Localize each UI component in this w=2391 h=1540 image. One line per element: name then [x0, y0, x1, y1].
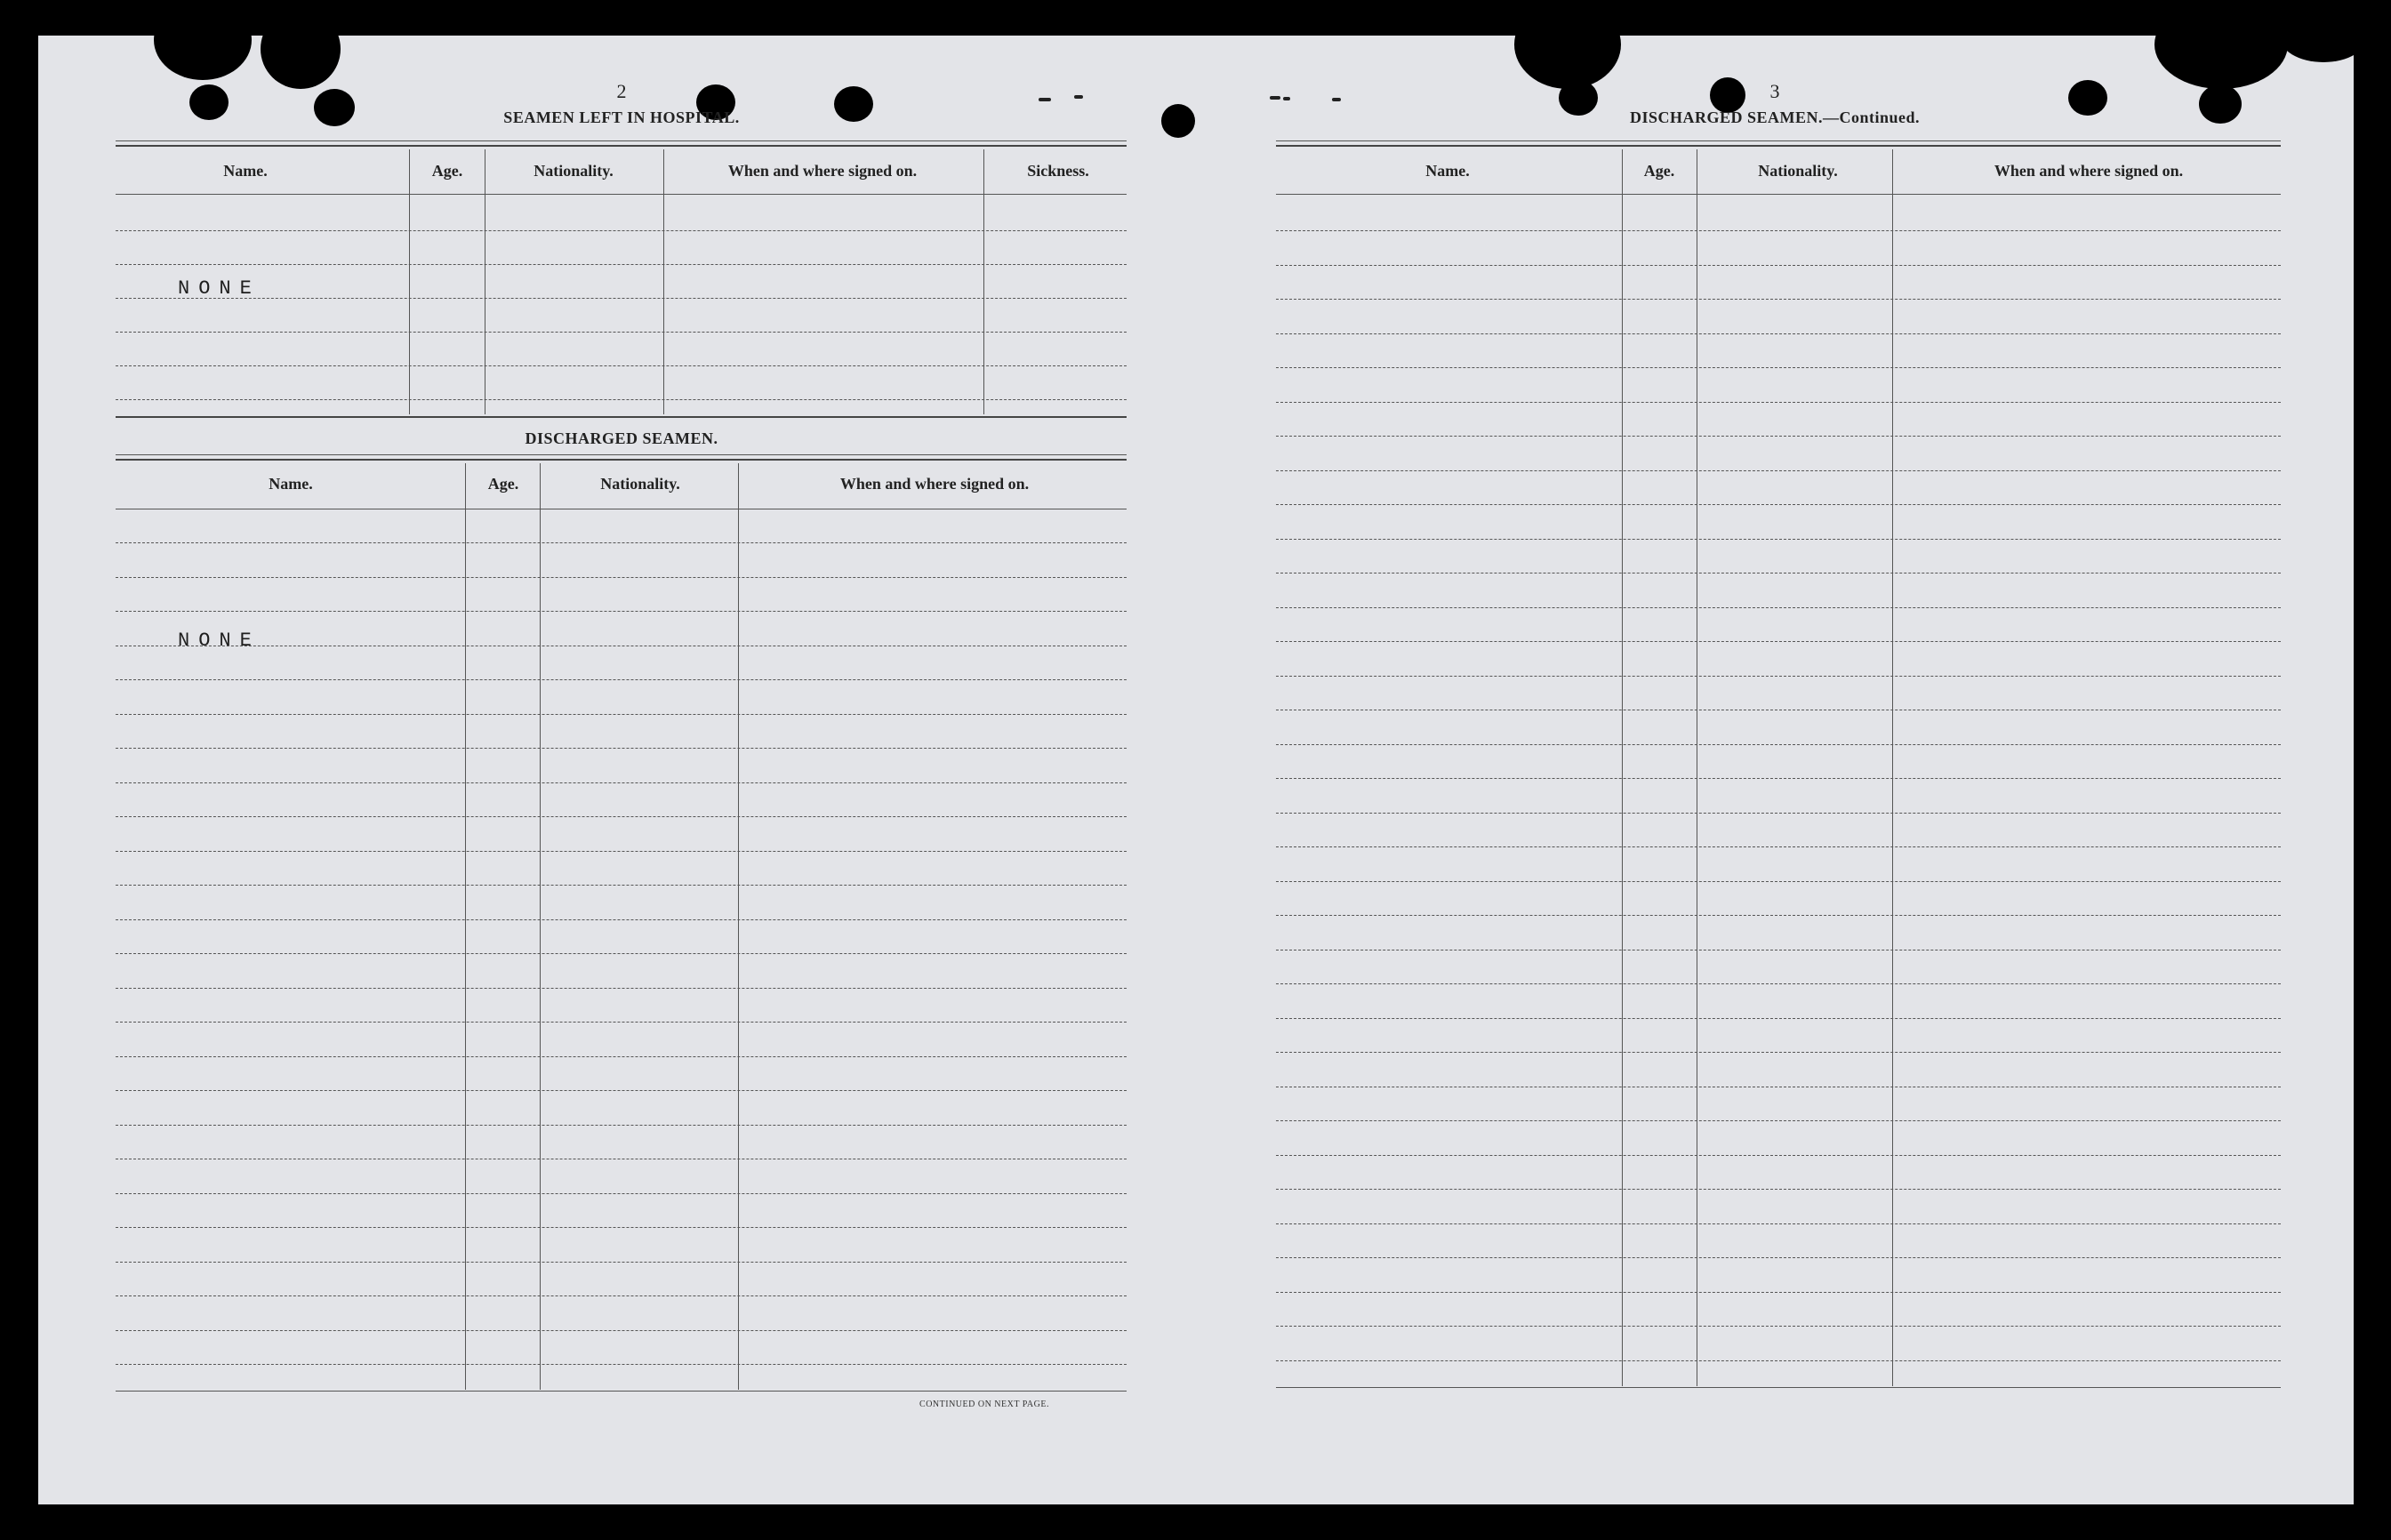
- ruled-row-line: [116, 1364, 1127, 1365]
- ruled-row-line: [1276, 1292, 2281, 1293]
- ruled-row-line: [116, 1056, 1127, 1057]
- hospital-section-title: SEAMEN LEFT IN HOSPITAL.: [503, 108, 740, 126]
- right-col-nationality: Nationality.: [1758, 162, 1838, 180]
- ruled-row-line: [116, 332, 1127, 333]
- ruled-row-line: [116, 714, 1127, 715]
- ruled-row-line: [1276, 1120, 2281, 1121]
- ruled-row-line: [116, 1295, 1127, 1296]
- ink-mark: [1283, 97, 1290, 100]
- torn-edge: [1514, 36, 1621, 89]
- ruled-row-line: [116, 988, 1127, 989]
- punch-hole: [1161, 104, 1195, 138]
- ruled-row-line: [1276, 1189, 2281, 1190]
- discharged-col-signed-on: When and where signed on.: [839, 475, 1030, 493]
- column-divider: [1622, 149, 1623, 1386]
- torn-edge: [154, 36, 252, 80]
- ink-mark: [1074, 95, 1083, 99]
- ruled-row-line: [1276, 778, 2281, 779]
- punch-hole: [834, 86, 873, 122]
- ruled-row-line: [116, 399, 1127, 400]
- ruled-row-line: [116, 365, 1127, 366]
- right-col-age: Age.: [1643, 162, 1675, 180]
- ruled-row-line: [1276, 744, 2281, 745]
- ruled-row-line: [1276, 1257, 2281, 1258]
- ruled-row-line: [1276, 813, 2281, 814]
- page-number-right: 3: [1769, 80, 1780, 102]
- hospital-entry-none: NONE: [178, 277, 261, 300]
- hospital-col-signed-on: When and where signed on.: [727, 162, 918, 180]
- ruled-row-line: [1276, 607, 2281, 608]
- punch-hole: [1710, 77, 1745, 113]
- torn-edge: [314, 89, 355, 126]
- hospital-col-sickness: Sickness.: [1027, 162, 1089, 180]
- ruled-row-line: [1276, 1018, 2281, 1019]
- ruled-row-line: [116, 1125, 1127, 1126]
- ruled-row-line: [1276, 1360, 2281, 1361]
- rule: [116, 145, 1127, 147]
- rule: [1276, 145, 2281, 147]
- torn-edge: [2279, 36, 2354, 62]
- right-col-name: Name.: [1425, 162, 1470, 180]
- page-number-left: 2: [616, 80, 627, 102]
- ruled-row-line: [1276, 641, 2281, 642]
- ruled-row-line: [116, 953, 1127, 954]
- hospital-col-age: Age.: [431, 162, 463, 180]
- rule: [116, 140, 1127, 141]
- rule: [116, 454, 1127, 455]
- torn-edge: [2154, 36, 2288, 89]
- ruled-row-line: [116, 611, 1127, 612]
- continued-note: CONTINUED ON NEXT PAGE.: [919, 1400, 1049, 1409]
- rule: [116, 416, 1127, 418]
- ruled-row-line: [1276, 367, 2281, 368]
- ruled-row-line: [116, 1262, 1127, 1263]
- ruled-row-line: [1276, 470, 2281, 471]
- column-divider: [465, 463, 466, 1390]
- torn-edge: [2199, 84, 2242, 124]
- ruled-row-line: [1276, 676, 2281, 677]
- ink-mark: [1270, 96, 1280, 100]
- ruled-row-line: [1276, 504, 2281, 505]
- rule: [116, 459, 1127, 461]
- rule: [1276, 1387, 2281, 1388]
- ruled-row-line: [1276, 846, 2281, 847]
- discharged-section-title: DISCHARGED SEAMEN.: [525, 429, 718, 447]
- torn-edge: [189, 84, 229, 120]
- torn-edge: [261, 36, 341, 89]
- ruled-row-line: [116, 782, 1127, 783]
- hospital-col-nationality: Nationality.: [534, 162, 614, 180]
- ruled-row-line: [1276, 402, 2281, 403]
- ruled-row-line: [1276, 1326, 2281, 1327]
- column-divider: [738, 463, 739, 1390]
- column-divider: [409, 149, 410, 414]
- punch-hole: [2068, 80, 2107, 116]
- ruled-row-line: [116, 230, 1127, 231]
- right-col-signed-on: When and where signed on.: [1994, 162, 2184, 180]
- rule: [116, 194, 1127, 195]
- ink-mark: [1039, 98, 1051, 101]
- ruled-row-line: [116, 264, 1127, 265]
- ruled-row-line: [1276, 436, 2281, 437]
- rule: [1276, 194, 2281, 195]
- ruled-row-line: [116, 542, 1127, 543]
- ruled-row-line: [1276, 1223, 2281, 1224]
- rule: [116, 1391, 1127, 1392]
- rule: [1276, 140, 2281, 141]
- ruled-row-line: [1276, 881, 2281, 882]
- ruled-row-line: [1276, 265, 2281, 266]
- column-divider: [540, 463, 541, 1390]
- ruled-row-line: [116, 1022, 1127, 1023]
- document-sheet: [38, 36, 2354, 1504]
- ruled-row-line: [1276, 299, 2281, 300]
- ruled-row-line: [116, 577, 1127, 578]
- column-divider: [663, 149, 664, 414]
- torn-edge: [1559, 80, 1598, 116]
- ink-mark: [1332, 98, 1341, 101]
- ruled-row-line: [1276, 983, 2281, 984]
- discharged-col-nationality: Nationality.: [600, 475, 680, 493]
- ruled-row-line: [1276, 333, 2281, 334]
- ruled-row-line: [116, 816, 1127, 817]
- ruled-row-line: [116, 748, 1127, 749]
- ruled-row-line: [116, 851, 1127, 852]
- hospital-col-name: Name.: [223, 162, 268, 180]
- discharged-col-age: Age.: [487, 475, 519, 493]
- ruled-row-line: [116, 885, 1127, 886]
- column-divider: [983, 149, 984, 414]
- discharged-col-name: Name.: [269, 475, 313, 493]
- ruled-row-line: [116, 1193, 1127, 1194]
- discharged-entry-none: NONE: [178, 630, 261, 652]
- ruled-row-line: [116, 1090, 1127, 1091]
- ruled-row-line: [1276, 1052, 2281, 1053]
- ruled-row-line: [116, 298, 1127, 299]
- ruled-row-line: [116, 1227, 1127, 1228]
- ruled-row-line: [116, 919, 1127, 920]
- ruled-row-line: [1276, 1155, 2281, 1156]
- ruled-row-line: [1276, 230, 2281, 231]
- right-section-title: DISCHARGED SEAMEN.—Continued.: [1629, 108, 1921, 126]
- column-divider: [1892, 149, 1893, 1386]
- ruled-row-line: [1276, 915, 2281, 916]
- ruled-row-line: [116, 1330, 1127, 1331]
- ruled-row-line: [116, 679, 1127, 680]
- ruled-row-line: [1276, 539, 2281, 540]
